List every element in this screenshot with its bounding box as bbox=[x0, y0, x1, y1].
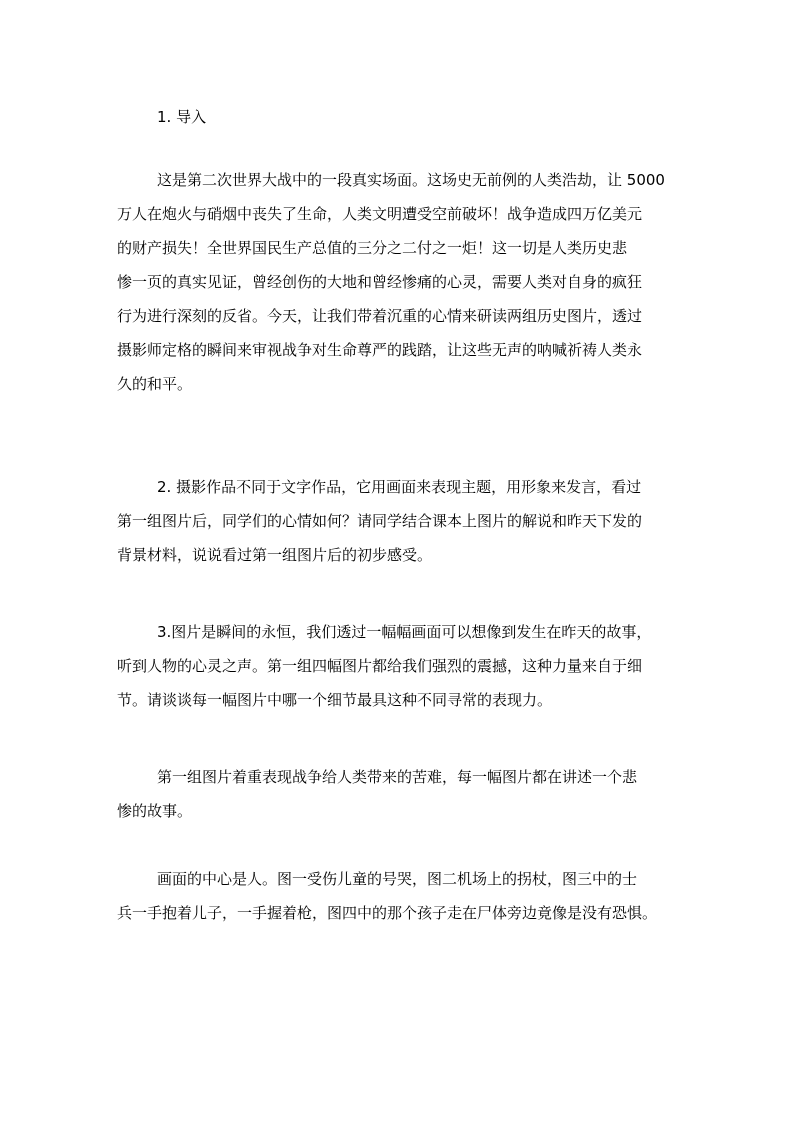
text-line: 久的和平。 bbox=[117, 375, 193, 393]
section-heading-intro bbox=[117, 100, 682, 134]
text-line: 惨的故事。 bbox=[117, 802, 193, 820]
text-line: 背景材料，说说看过第一组图片后的初步感受。 bbox=[117, 546, 433, 564]
paragraph-point-2 bbox=[117, 470, 682, 572]
text-line: 兵一手抱着儿子，一手握着枪，图四中的那个孩子走在尸体旁边竟像是没有恐惧。 bbox=[117, 904, 658, 922]
paragraph-point-3 bbox=[117, 615, 682, 717]
paragraph-summary-2 bbox=[117, 862, 682, 930]
text-line: 第一组图片后，同学们的心情如何？请同学结合课本上图片的解说和昨天下发的 bbox=[117, 512, 643, 530]
text-line: 1. 导入 bbox=[157, 108, 207, 126]
text-line: 第一组图片着重表现战争给人类带来的苦难，每一幅图片都在讲述一个悲 bbox=[157, 768, 638, 786]
text-line: 摄影师定格的瞬间来审视战争对生命尊严的践踏，让这些无声的呐喊祈祷人类永 bbox=[117, 341, 643, 359]
paragraph-summary-1 bbox=[117, 760, 682, 828]
text-line: 行为进行深刻的反省。今天，让我们带着沉重的心情来研读两组历史图片，透过 bbox=[117, 307, 643, 325]
text-line: 惨一页的真实见证，曾经创伤的大地和曾经惨痛的心灵，需要人类对自身的疯狂 bbox=[117, 273, 643, 291]
text-line: 听到人物的心灵之声。第一组四幅图片都给我们强烈的震撼，这种力量来自于细 bbox=[117, 657, 643, 675]
text-line: 画面的中心是人。图一受伤儿童的号哭，图二机场上的拐杖，图三中的士 bbox=[157, 870, 638, 888]
text-line: 的财产损失！全世界国民生产总值的三分之二付之一炬！这一切是人类历史悲 bbox=[117, 239, 628, 257]
text-line: 万人在炮火与硝烟中丧失了生命，人类文明遭受空前破坏！战争造成四万亿美元 bbox=[117, 205, 643, 223]
text-line: 2. 摄影作品不同于文字作品，它用画面来表现主题，用形象来发言，看过 bbox=[157, 478, 642, 496]
text-line: 节。请谈谈每一幅图片中哪一个细节最具这种不同寻常的表现力。 bbox=[117, 691, 553, 709]
text-line: 这是第二次世界大战中的一段真实场面。这场史无前例的人类浩劫，让 5000 bbox=[157, 171, 665, 189]
text-line: 3.图片是瞬间的永恒，我们透过一幅幅画面可以想像到发生在昨天的故事， bbox=[157, 623, 652, 641]
paragraph-intro bbox=[117, 163, 682, 401]
